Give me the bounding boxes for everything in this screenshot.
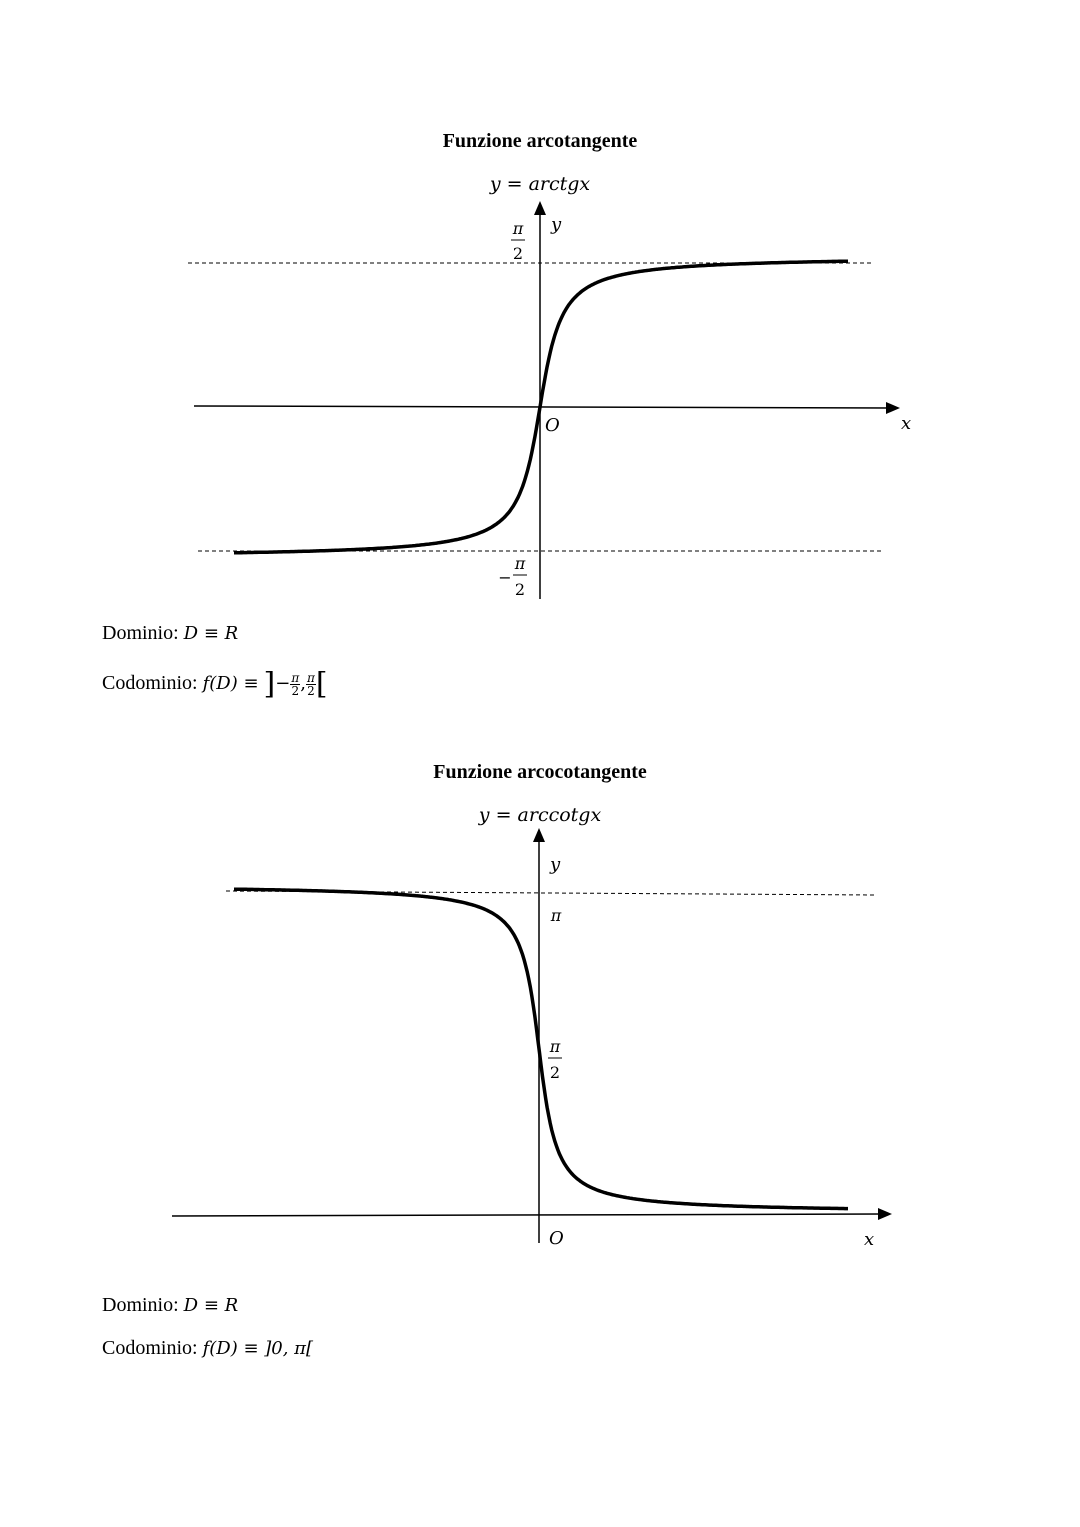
- x-axis-arrow: [878, 1208, 892, 1220]
- lower-tick-sign: −: [498, 568, 512, 587]
- dominio-label: Dominio:: [102, 1294, 179, 1316]
- left-fraction: $\frac{\pi}{2}$: [291, 670, 300, 698]
- lower-tick-num: π: [514, 554, 526, 573]
- x-axis: [194, 406, 890, 408]
- arctan-dominio: [102, 620, 238, 647]
- arccot-dominio: [102, 1292, 238, 1319]
- arctan-codominio: [102, 666, 328, 702]
- codominio-prefix: f(D) ≡: [202, 673, 259, 694]
- half-tick-den: 2: [549, 1063, 561, 1082]
- arccot-formula: y = arccotgx: [478, 804, 602, 826]
- upper-tick-num: π: [512, 219, 524, 238]
- y-axis-arrow: [533, 828, 545, 842]
- x-axis-label: x: [901, 413, 912, 434]
- open-bracket: ]: [263, 666, 276, 702]
- x-axis: [172, 1214, 882, 1216]
- dominio-label: Dominio:: [102, 622, 179, 644]
- comma: ,: [300, 673, 306, 694]
- arccot-curve: [234, 889, 848, 1208]
- right-fraction: $\frac{\pi}{2}$: [306, 670, 315, 698]
- y-axis-label: y: [551, 214, 562, 235]
- dominio-value: D ≡ R: [183, 623, 239, 644]
- codominio-label: Codominio:: [102, 1337, 198, 1359]
- close-bracket: [: [315, 666, 328, 702]
- y-axis-label: y: [550, 854, 561, 875]
- x-axis-label: x: [864, 1229, 875, 1250]
- pi-tick-label: π: [550, 906, 562, 925]
- arctan-title: Funzione arcotangente: [442, 130, 638, 152]
- arctan-formula: y = arctgx: [489, 173, 591, 195]
- origin-label: O: [549, 1228, 564, 1249]
- y-axis-arrow: [534, 201, 546, 215]
- arctan-graph: [0, 195, 1080, 615]
- dominio-value: D ≡ R: [183, 1295, 239, 1316]
- lower-tick-den: 2: [514, 580, 526, 599]
- half-tick-num: π: [549, 1037, 561, 1056]
- codominio-value: f(D) ≡ ]0, π[: [202, 1338, 314, 1359]
- upper-tick-den: 2: [512, 244, 524, 263]
- arccot-graph: [0, 825, 1080, 1255]
- x-axis-arrow: [886, 402, 900, 414]
- codominio-label: Codominio:: [102, 672, 198, 694]
- origin-label: O: [545, 415, 560, 436]
- arccot-codominio: [102, 1335, 313, 1362]
- arccot-title: Funzione arcocotangente: [433, 761, 647, 783]
- neg-sign: −: [275, 673, 291, 694]
